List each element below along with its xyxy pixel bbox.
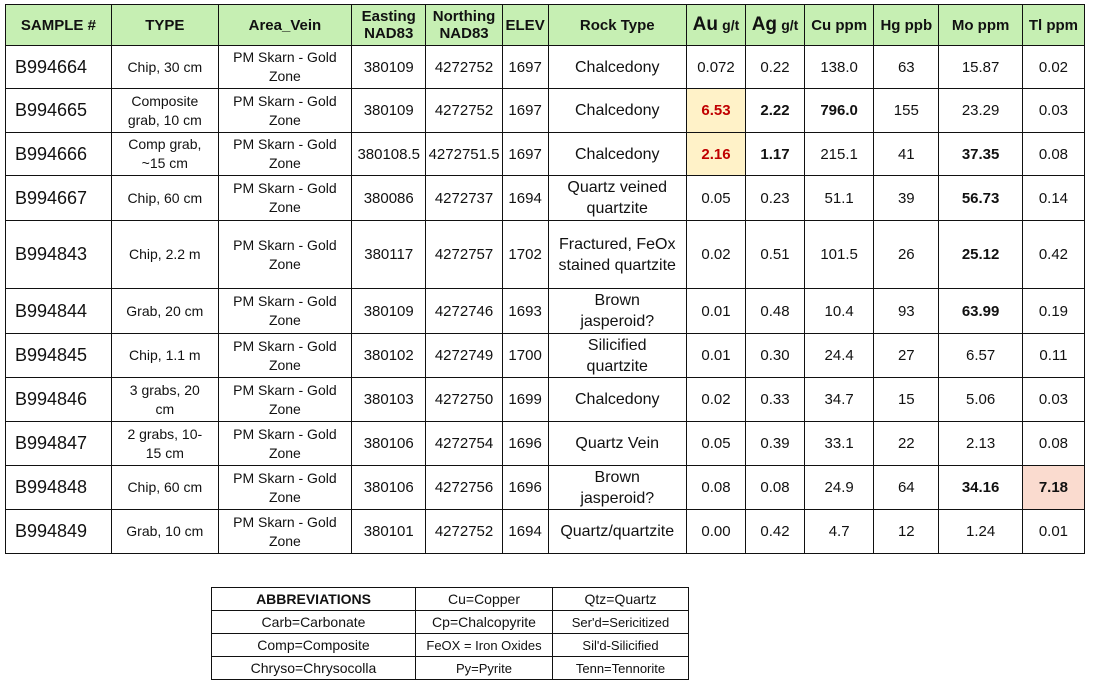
header-tl: Tl ppm xyxy=(1022,5,1084,46)
cell-cu: 138.0 xyxy=(805,46,874,89)
cell-type xyxy=(111,378,218,422)
cell-au: 0.00 xyxy=(686,510,745,554)
header-easting-line2: NAD83 xyxy=(364,25,414,42)
header-ag-unit: g/t xyxy=(781,17,799,33)
cell-type-line: ~15 cm xyxy=(141,155,188,171)
cell-sample: B994843 xyxy=(6,221,112,289)
cell-au: 0.01 xyxy=(686,334,745,378)
cell-rock-type xyxy=(548,176,686,221)
cell-cu: 24.4 xyxy=(805,334,874,378)
abbr-py: Py=Pyrite xyxy=(416,657,553,680)
header-hg: Hg ppb xyxy=(874,5,939,46)
cell-tl: 0.01 xyxy=(1022,510,1084,554)
cell-elev: 1696 xyxy=(502,422,548,466)
cell-area-vein-line: PM Skarn - Gold xyxy=(233,425,337,442)
cell-easting: 380103 xyxy=(352,378,426,422)
cell-ag: 0.42 xyxy=(745,510,804,554)
cell-cu: 4.7 xyxy=(805,510,874,554)
cell-northing: 4272749 xyxy=(426,334,502,378)
cell-area-vein-line: PM Skarn - Gold xyxy=(233,293,337,309)
cell-area-vein-line: PM Skarn - Gold xyxy=(233,180,337,196)
cell-area-vein xyxy=(218,221,351,289)
table-row xyxy=(6,89,1085,133)
cell-hg: 26 xyxy=(874,221,939,289)
cell-area-vein-line: PM Skarn - Gold xyxy=(233,49,337,65)
table-row xyxy=(6,510,1085,554)
header-northing-line2: NAD83 xyxy=(439,25,489,42)
cell-rock-type-line: quartzite xyxy=(586,357,648,375)
header-type: TYPE xyxy=(111,5,218,46)
cell-northing: 4272752 xyxy=(426,89,502,133)
cell-au: 0.02 xyxy=(686,221,745,289)
cell-ag: 0.08 xyxy=(745,466,804,510)
cell-northing: 4272737 xyxy=(426,176,502,221)
cell-sample: B994666 xyxy=(6,133,112,176)
cell-type-line: Comp grab, xyxy=(128,136,202,152)
cell-tl: 0.03 xyxy=(1022,89,1084,133)
cell-type-line: Chip, 30 cm xyxy=(127,58,203,75)
cell-area-vein-line: PM Skarn - Gold xyxy=(233,236,337,253)
cell-rock-type-line: Chalcedony xyxy=(574,102,660,119)
cell-northing: 4272751.5 xyxy=(426,133,502,176)
header-rock-type: Rock Type xyxy=(548,5,686,46)
cell-rock-type-line: Brown xyxy=(594,292,640,309)
cell-tl: 0.14 xyxy=(1022,176,1084,221)
cell-type xyxy=(111,46,218,89)
table-row xyxy=(6,221,1085,289)
cell-ag: 0.30 xyxy=(745,334,804,378)
cell-hg: 12 xyxy=(874,510,939,554)
abbr-carb: Carb=Carbonate xyxy=(212,611,416,634)
cell-mo: 37.35 xyxy=(939,133,1022,176)
table-row xyxy=(6,378,1085,422)
cell-hg: 155 xyxy=(874,89,939,133)
cell-elev: 1699 xyxy=(502,378,548,422)
header-au xyxy=(686,5,745,46)
cell-sample: B994845 xyxy=(6,334,112,378)
cell-ag: 0.23 xyxy=(745,176,804,221)
cell-sample: B994664 xyxy=(6,46,112,89)
cell-rock-type-line: Quartz veined xyxy=(567,179,668,196)
cell-northing: 4272750 xyxy=(426,378,502,422)
cell-elev: 1696 xyxy=(502,466,548,510)
abbr-cp: Cp=Chalcopyrite xyxy=(416,611,553,634)
cell-area-vein-line: Zone xyxy=(268,199,301,215)
assay-table-body xyxy=(6,46,1085,554)
cell-mo: 25.12 xyxy=(939,221,1022,289)
cell-mo: 2.13 xyxy=(939,422,1022,466)
cell-rock-type-line: Silicified xyxy=(587,336,647,354)
cell-tl: 0.02 xyxy=(1022,46,1084,89)
cell-tl: 0.08 xyxy=(1022,422,1084,466)
cell-mo: 63.99 xyxy=(939,289,1022,334)
table-row xyxy=(6,289,1085,334)
cell-mo: 1.24 xyxy=(939,510,1022,554)
abbr-serd: Ser'd=Sericitized xyxy=(553,611,689,634)
cell-area-vein-line: Zone xyxy=(268,488,301,505)
header-area-vein: Area_Vein xyxy=(218,5,351,46)
cell-northing: 4272756 xyxy=(426,466,502,510)
cell-type xyxy=(111,89,218,133)
cell-elev: 1697 xyxy=(502,89,548,133)
abbreviations-row xyxy=(212,611,689,634)
abbr-feox: FeOX = Iron Oxides xyxy=(416,634,553,657)
cell-rock-type xyxy=(548,378,686,422)
cell-type xyxy=(111,466,218,510)
cell-easting: 380106 xyxy=(352,422,426,466)
abbreviations-row xyxy=(212,657,689,680)
cell-rock-type-line: Chalcedony xyxy=(574,58,660,76)
cell-easting: 380101 xyxy=(352,510,426,554)
cell-rock-type xyxy=(548,46,686,89)
cell-easting: 380109 xyxy=(352,46,426,89)
cell-type-line: Grab, 10 cm xyxy=(126,523,204,539)
cell-au: 0.05 xyxy=(686,176,745,221)
cell-rock-type xyxy=(548,221,686,289)
cell-type xyxy=(111,334,218,378)
cell-sample: B994849 xyxy=(6,510,112,554)
cell-rock-type-line: Chalcedony xyxy=(574,391,660,408)
cell-area-vein xyxy=(218,510,351,554)
cell-ag: 0.22 xyxy=(745,46,804,89)
cell-type-line: 3 grabs, 20 xyxy=(129,381,200,398)
cell-area-vein-line: PM Skarn - Gold xyxy=(233,92,337,109)
cell-area-vein xyxy=(218,378,351,422)
cell-rock-type-line: Fractured, FeOx xyxy=(558,235,676,253)
cell-easting: 380086 xyxy=(352,176,426,221)
cell-mo: 15.87 xyxy=(939,46,1022,89)
cell-sample: B994667 xyxy=(6,176,112,221)
cell-area-vein-line: PM Skarn - Gold xyxy=(233,513,337,530)
cell-northing: 4272752 xyxy=(426,510,502,554)
header-au-unit: g/t xyxy=(722,17,740,33)
cell-au: 0.01 xyxy=(686,289,745,334)
cell-area-vein xyxy=(218,289,351,334)
cell-area-vein xyxy=(218,176,351,221)
table-row xyxy=(6,133,1085,176)
cell-mo: 23.29 xyxy=(939,89,1022,133)
cell-rock-type-line: Quartz Vein xyxy=(575,435,660,452)
abbreviations-row xyxy=(212,634,689,657)
header-cu: Cu ppm xyxy=(805,5,874,46)
cell-rock-type xyxy=(548,422,686,466)
cell-type xyxy=(111,422,218,466)
cell-tl: 0.19 xyxy=(1022,289,1084,334)
cell-au: 6.53 xyxy=(686,89,745,133)
cell-elev: 1693 xyxy=(502,289,548,334)
cell-au: 0.08 xyxy=(686,466,745,510)
cell-rock-type xyxy=(548,334,686,378)
cell-elev: 1697 xyxy=(502,46,548,89)
assay-results-table xyxy=(5,4,1085,554)
cell-area-vein-line: Zone xyxy=(268,400,301,417)
cell-area-vein-line: Zone xyxy=(268,356,301,373)
cell-rock-type xyxy=(548,510,686,554)
abbreviations-table xyxy=(211,587,689,680)
cell-mo: 6.57 xyxy=(939,334,1022,378)
cell-tl: 0.42 xyxy=(1022,221,1084,289)
abbr-tenn: Tenn=Tennorite xyxy=(553,657,689,680)
cell-hg: 15 xyxy=(874,378,939,422)
cell-type xyxy=(111,510,218,554)
cell-ag: 2.22 xyxy=(745,89,804,133)
cell-ag: 0.39 xyxy=(745,422,804,466)
cell-cu: 34.7 xyxy=(805,378,874,422)
cell-area-vein xyxy=(218,46,351,89)
cell-tl: 0.03 xyxy=(1022,378,1084,422)
abbr-sild: Sil'd-Silicified xyxy=(553,634,689,657)
cell-rock-type xyxy=(548,289,686,334)
cell-type xyxy=(111,133,218,176)
header-sample: SAMPLE # xyxy=(6,5,112,46)
cell-sample: B994846 xyxy=(6,378,112,422)
cell-type-line: Composite xyxy=(131,92,199,109)
cell-hg: 63 xyxy=(874,46,939,89)
cell-area-vein-line: Zone xyxy=(268,111,301,128)
cell-easting: 380117 xyxy=(352,221,426,289)
cell-au: 0.072 xyxy=(686,46,745,89)
cell-sample: B994665 xyxy=(6,89,112,133)
header-northing xyxy=(426,5,502,46)
cell-sample: B994848 xyxy=(6,466,112,510)
header-ag-symbol: Ag xyxy=(751,14,778,35)
cell-area-vein-line: Zone xyxy=(268,68,301,84)
table-row xyxy=(6,466,1085,510)
header-elev: ELEV xyxy=(502,5,548,46)
header-au-symbol: Au xyxy=(692,14,718,35)
abbr-chryso: Chryso=Chrysocolla xyxy=(212,657,416,680)
cell-elev: 1697 xyxy=(502,133,548,176)
cell-cu: 10.4 xyxy=(805,289,874,334)
cell-area-vein-line: Zone xyxy=(268,444,301,461)
cell-type-line: Grab, 20 cm xyxy=(126,302,204,319)
abbr-qtz: Qtz=Quartz xyxy=(553,588,689,611)
cell-rock-type-line: Quartz/quartzite xyxy=(560,523,675,540)
cell-type-line: 2 grabs, 10- xyxy=(127,425,203,442)
abbr-cu: Cu=Copper xyxy=(416,588,553,611)
cell-type-line: Chip, 60 cm xyxy=(127,479,203,495)
cell-hg: 22 xyxy=(874,422,939,466)
abbreviations-title: ABBREVIATIONS xyxy=(212,588,416,611)
cell-rock-type-line: quartzite xyxy=(586,200,648,217)
cell-rock-type-line: jasperoid? xyxy=(580,313,655,330)
cell-hg: 27 xyxy=(874,334,939,378)
cell-area-vein xyxy=(218,133,351,176)
cell-rock-type-line: Chalcedony xyxy=(574,145,660,163)
cell-cu: 51.1 xyxy=(805,176,874,221)
cell-elev: 1700 xyxy=(502,334,548,378)
cell-area-vein xyxy=(218,334,351,378)
cell-cu: 215.1 xyxy=(805,133,874,176)
cell-type-line: cm xyxy=(155,400,175,417)
cell-cu: 33.1 xyxy=(805,422,874,466)
cell-rock-type-line: Brown xyxy=(594,468,640,486)
table-row xyxy=(6,176,1085,221)
cell-northing: 4272754 xyxy=(426,422,502,466)
cell-type-line: 15 cm xyxy=(145,444,184,461)
cell-type xyxy=(111,176,218,221)
cell-type-line: grab, 10 cm xyxy=(127,111,202,128)
cell-rock-type-line: jasperoid? xyxy=(580,489,655,507)
cell-mo: 34.16 xyxy=(939,466,1022,510)
cell-area-vein-line: PM Skarn - Gold xyxy=(233,337,337,354)
cell-area-vein xyxy=(218,466,351,510)
cell-rock-type xyxy=(548,89,686,133)
cell-au: 0.05 xyxy=(686,422,745,466)
cell-cu: 796.0 xyxy=(805,89,874,133)
cell-au: 0.02 xyxy=(686,378,745,422)
cell-au: 2.16 xyxy=(686,133,745,176)
cell-tl: 7.18 xyxy=(1022,466,1084,510)
cell-sample: B994844 xyxy=(6,289,112,334)
cell-area-vein-line: Zone xyxy=(268,532,301,549)
cell-ag: 1.17 xyxy=(745,133,804,176)
cell-easting: 380109 xyxy=(352,89,426,133)
cell-rock-type xyxy=(548,466,686,510)
cell-easting: 380108.5 xyxy=(352,133,426,176)
cell-rock-type-line: stained quartzite xyxy=(558,256,676,274)
cell-mo: 5.06 xyxy=(939,378,1022,422)
header-ag xyxy=(745,5,804,46)
cell-tl: 0.11 xyxy=(1022,334,1084,378)
cell-northing: 4272752 xyxy=(426,46,502,89)
cell-cu: 24.9 xyxy=(805,466,874,510)
cell-mo: 56.73 xyxy=(939,176,1022,221)
cell-area-vein-line: Zone xyxy=(268,312,301,328)
cell-rock-type xyxy=(548,133,686,176)
header-mo: Mo ppm xyxy=(939,5,1022,46)
cell-hg: 41 xyxy=(874,133,939,176)
cell-area-vein-line: Zone xyxy=(268,255,301,272)
table-row xyxy=(6,422,1085,466)
cell-area-vein xyxy=(218,89,351,133)
cell-ag: 0.51 xyxy=(745,221,804,289)
header-row xyxy=(6,5,1085,46)
cell-northing: 4272757 xyxy=(426,221,502,289)
cell-hg: 93 xyxy=(874,289,939,334)
cell-sample: B994847 xyxy=(6,422,112,466)
cell-elev: 1694 xyxy=(502,510,548,554)
cell-tl: 0.08 xyxy=(1022,133,1084,176)
cell-ag: 0.48 xyxy=(745,289,804,334)
cell-elev: 1694 xyxy=(502,176,548,221)
abbreviations-header-row xyxy=(212,588,689,611)
cell-ag: 0.33 xyxy=(745,378,804,422)
cell-area-vein-line: Zone xyxy=(268,155,301,171)
cell-area-vein-line: PM Skarn - Gold xyxy=(233,136,337,152)
cell-type-line: Chip, 1.1 m xyxy=(129,347,201,363)
table-row xyxy=(6,46,1085,89)
cell-easting: 380102 xyxy=(352,334,426,378)
cell-area-vein xyxy=(218,422,351,466)
cell-area-vein-line: PM Skarn - Gold xyxy=(233,381,337,398)
cell-elev: 1702 xyxy=(502,221,548,289)
cell-type xyxy=(111,289,218,334)
cell-hg: 64 xyxy=(874,466,939,510)
table-row xyxy=(6,334,1085,378)
header-northing-line1: Northing xyxy=(432,8,496,25)
cell-northing: 4272746 xyxy=(426,289,502,334)
abbr-comp: Comp=Composite xyxy=(212,634,416,657)
cell-cu: 101.5 xyxy=(805,221,874,289)
header-easting-line1: Easting xyxy=(361,8,416,25)
cell-type xyxy=(111,221,218,289)
cell-type-line: Chip, 60 cm xyxy=(127,189,203,206)
cell-easting: 380109 xyxy=(352,289,426,334)
cell-easting: 380106 xyxy=(352,466,426,510)
cell-hg: 39 xyxy=(874,176,939,221)
cell-area-vein-line: PM Skarn - Gold xyxy=(233,469,337,486)
cell-type-line: Chip, 2.2 m xyxy=(129,246,201,262)
header-easting xyxy=(352,5,426,46)
